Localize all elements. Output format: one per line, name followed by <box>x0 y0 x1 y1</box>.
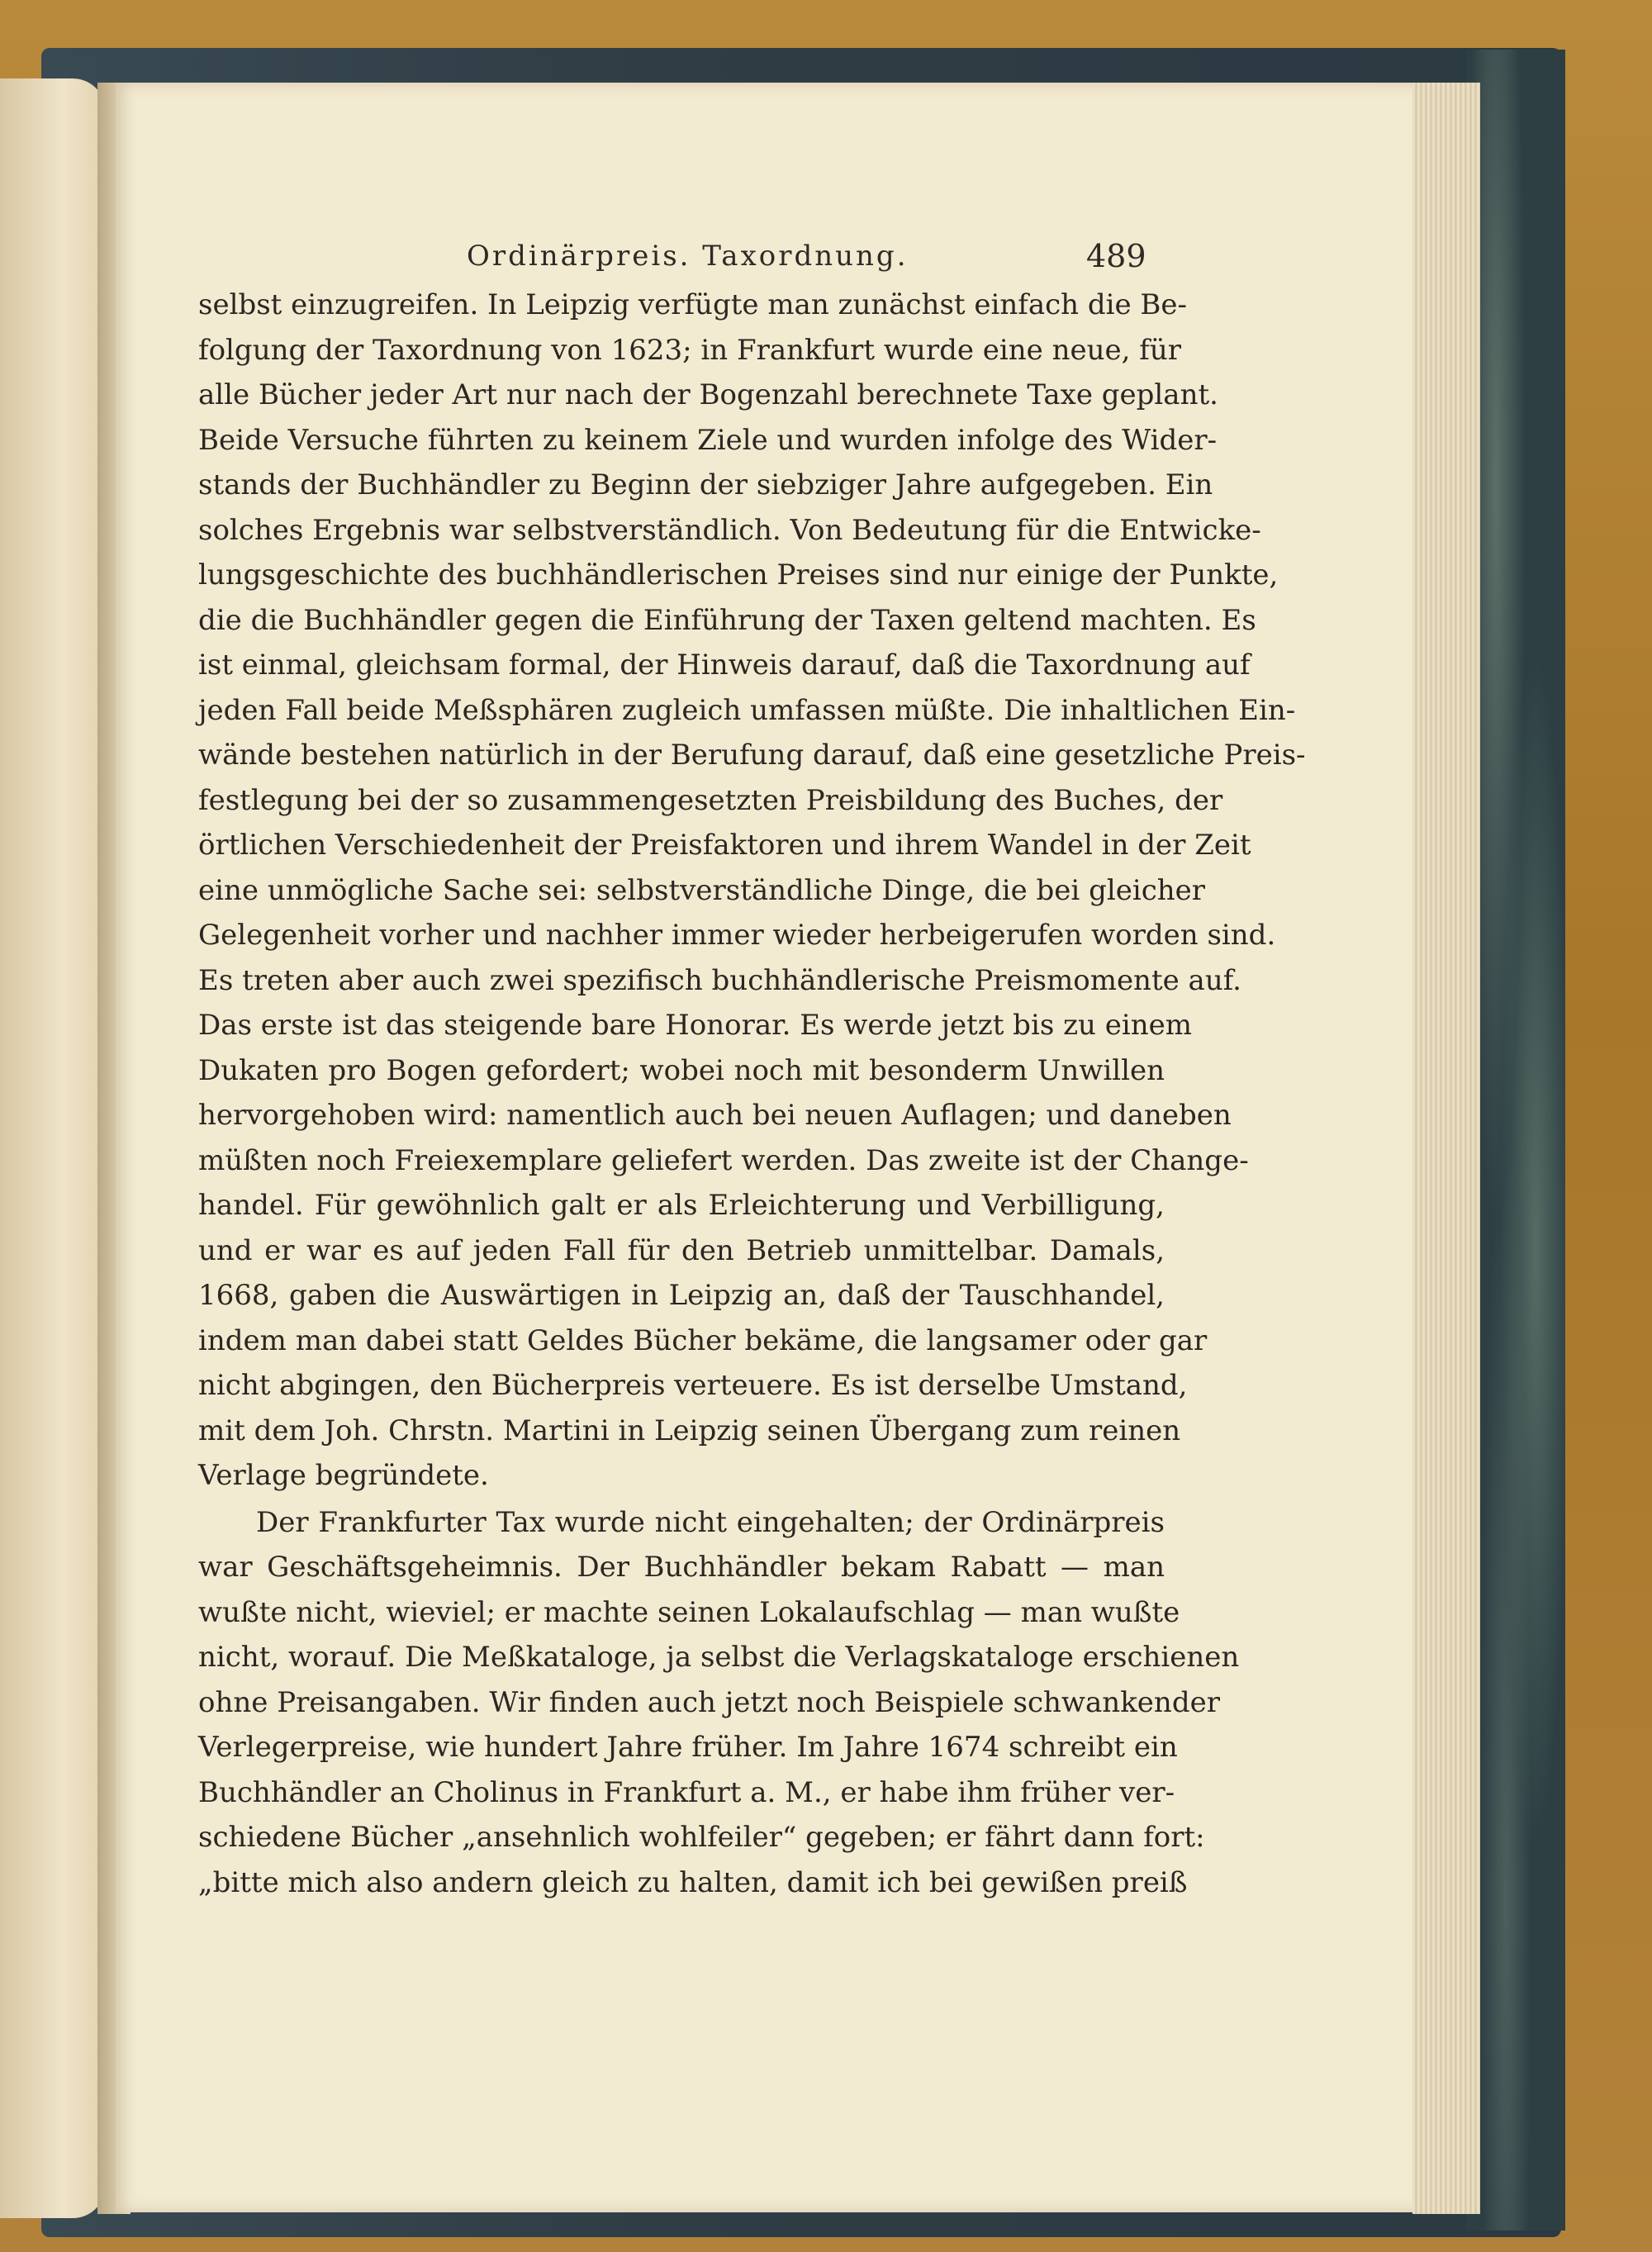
text-line: Buchhändler an Cholinus in Frankfurt a. M., er habe ihm früher ver- <box>198 1775 1175 1809</box>
text-line: die die Buchhändler gegen die Einführung der Taxen geltend machten. Es <box>198 603 1256 637</box>
text-line: stands der Buchhändler zu Beginn der siebziger Jahre aufgegeben. Ein <box>198 468 1213 501</box>
text-line: festlegung bei der so zusammengesetzten Preisbildung des Buches, der <box>198 783 1223 817</box>
paragraph <box>198 283 1306 1499</box>
text-line: alle Bücher jeder Art nur nach der Bogenzahl berechnete Taxe geplant. <box>198 378 1218 411</box>
text-line: Verlegerpreise, wie hundert Jahre früher. Im Jahre 1674 schreibt ein <box>198 1731 1178 1764</box>
text-line: jeden Fall beide Meßsphären zugleich umfassen müßte. Die inhaltlichen Ein- <box>198 693 1296 727</box>
text-line: indem man dabei statt Geldes Bücher bekäme, die langsamer oder gar <box>198 1323 1208 1357</box>
text-line: solches Ergebnis war selbstverständlich. Von Bedeutung für die Entwicke- <box>198 513 1261 547</box>
text-line: wußte nicht, wieviel; er machte seinen Lokalaufschlag — man wußte <box>198 1595 1180 1629</box>
text-line: hervorgehoben wird: namentlich auch bei neuen Auflagen; und daneben <box>198 1099 1232 1132</box>
paragraph <box>198 1500 1240 1906</box>
body-text <box>198 283 1306 1905</box>
text-line: ohne Preisangaben. Wir finden auch jetzt noch Beispiele schwankender <box>198 1685 1220 1719</box>
text-line: lungsgeschichte des buchhändlerischen Preises sind nur einige der Punkte, <box>198 558 1279 592</box>
text-line: müßten noch Freiexemplare geliefert werden. Das zweite ist der Change- <box>198 1143 1249 1177</box>
text-line: nicht, worauf. Die Meßkataloge, ja selbst die Verlagskataloge erschienen <box>198 1641 1240 1674</box>
text-line: selbst einzugreifen. In Leipzig verfügte man zunächst einfach die Be- <box>198 288 1188 321</box>
text-line: 1668, gaben die Auswärtigen in Leipzig an, daß der Tauschhandel, <box>198 1279 1165 1312</box>
page-number: 489 <box>1086 238 1146 274</box>
running-head-title: Ordinärpreis. Taxordnung. <box>467 240 909 273</box>
text-line: Beide Versuche führten zu keinem Ziele und wurden infolge des Wider- <box>198 423 1218 457</box>
text-line: nicht abgingen, den Bücherpreis verteuere. Es ist derselbe Umstand, <box>198 1369 1188 1402</box>
text-line: wände bestehen natürlich in der Berufung darauf, daß eine gesetzliche Preis- <box>198 739 1306 772</box>
text-line: Gelegenheit vorher und nachher immer wieder herbeigerufen worden sind. <box>198 919 1276 952</box>
text-line: handel. Für gewöhnlich galt er als Erleichterung und Verbilligung, <box>198 1189 1165 1222</box>
text-line: schiedene Bücher „ansehnlich wohlfeiler“ gegeben; er fährt dann fort: <box>198 1821 1205 1854</box>
running-head <box>198 240 1189 281</box>
text-line: „bitte mich also andern gleich zu halten, damit ich bei gewißen preiß <box>198 1865 1188 1899</box>
left-page-edge <box>0 78 106 2218</box>
text-line: und er war es auf jeden Fall für den Betrieb unmittelbar. Damals, <box>198 1233 1165 1267</box>
text-line: ist einmal, gleichsam formal, der Hinweis darauf, daß die Taxordnung auf <box>198 649 1251 682</box>
text-line: örtlichen Verschiedenheit der Preisfaktoren und ihrem Wandel in der Zeit <box>198 829 1251 862</box>
text-line: eine unmögliche Sache sei: selbstverständliche Dinge, die bei gleicher <box>198 873 1206 907</box>
text-line: Verlage begründete. <box>198 1459 489 1492</box>
text-line: Es treten aber auch zwei spezifisch buchhändlerische Preismomente auf. <box>198 963 1241 997</box>
marbled-cover-edge <box>1466 50 1565 2231</box>
text-line: mit dem Joh. Chrstn. Martini in Leipzig seinen Übergang zum reinen <box>198 1413 1181 1447</box>
text-line: Dukaten pro Bogen gefordert; wobei noch mit besonderm Unwillen <box>198 1053 1165 1087</box>
text-line: folgung der Taxordnung von 1623; in Frankfurt wurde eine neue, für <box>198 333 1181 367</box>
text-line: Das erste ist das steigende bare Honorar. Es werde jetzt bis zu einem <box>198 1009 1192 1042</box>
text-line: Der Frankfurter Tax wurde nicht eingehalten; der Ordinärpreis <box>256 1505 1165 1539</box>
page-stack-edge <box>1412 83 1480 2214</box>
text-line: war Geschäftsgeheimnis. Der Buchhändler bekam Rabatt — man <box>198 1551 1165 1584</box>
